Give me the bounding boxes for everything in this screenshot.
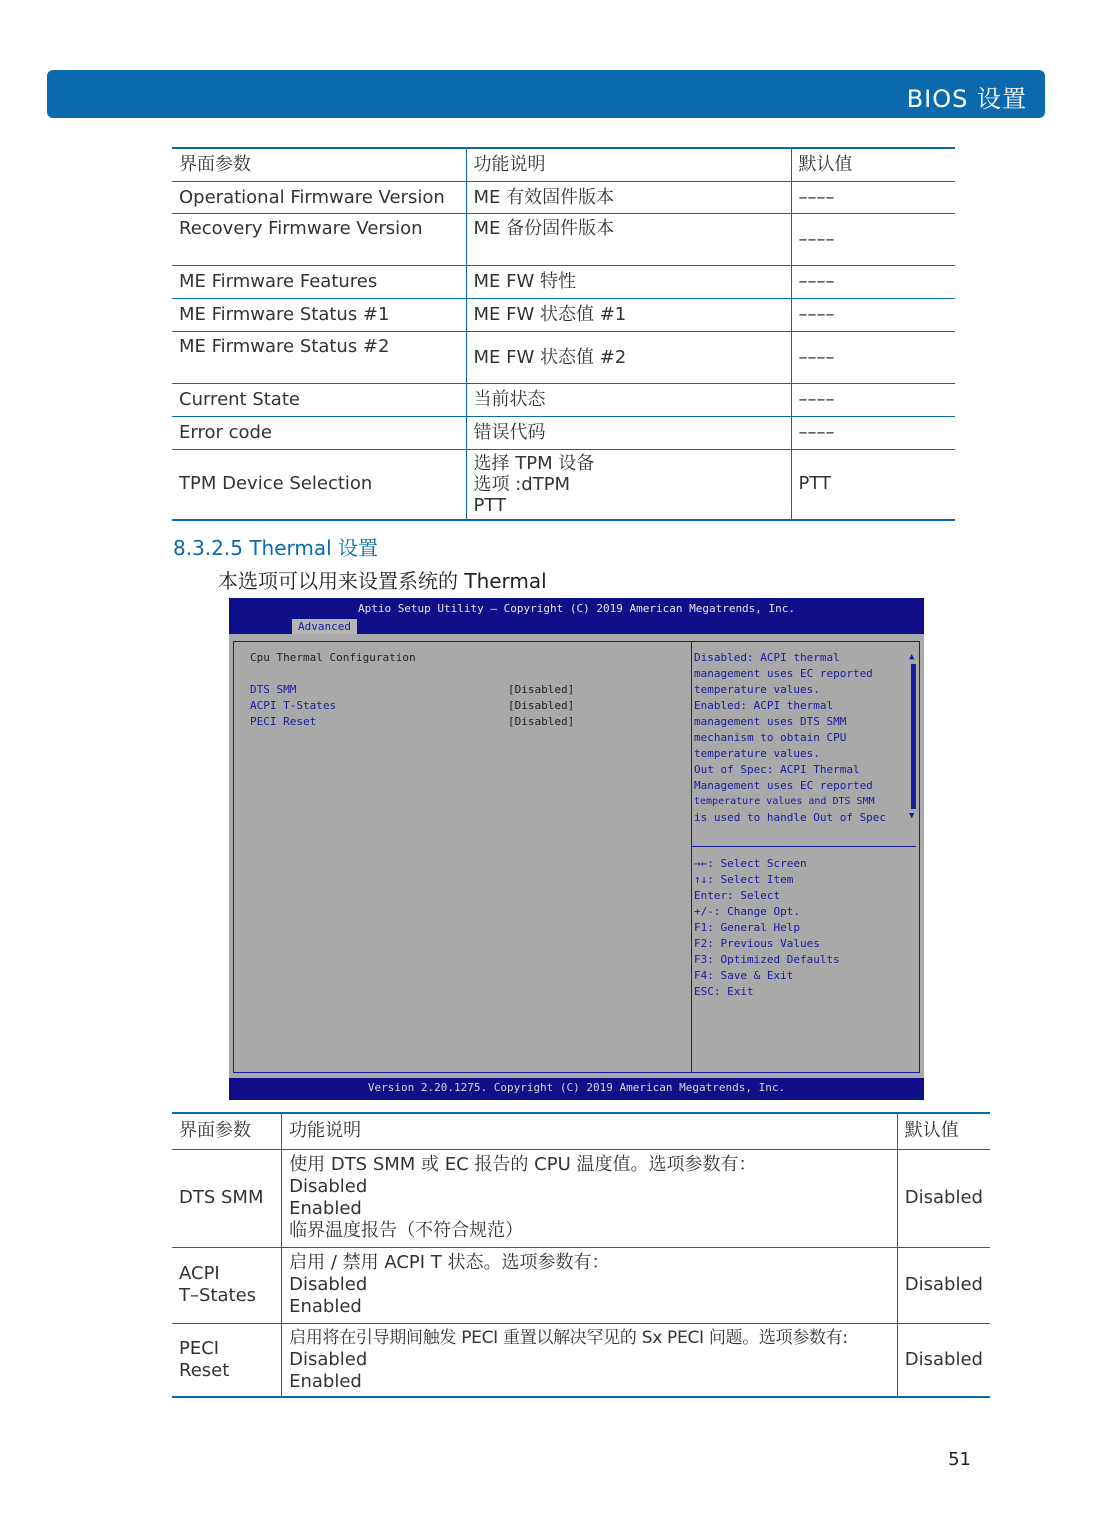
section-intro: 本选项可以用来设置系统的 Thermal: [218, 569, 547, 593]
help-line: Disabled: ACPI thermal: [694, 651, 840, 664]
desc-line: Disabled: [289, 1274, 368, 1295]
setting-label[interactable]: ACPI T-States: [250, 699, 337, 712]
page-number: 51: [948, 1449, 971, 1470]
setting-value[interactable]: [Disabled]: [508, 699, 575, 712]
header-cell: 界面参数: [172, 148, 466, 182]
setting-label[interactable]: PECI Reset: [250, 715, 317, 728]
table-row: [172, 1149, 990, 1247]
table-row: [172, 1247, 990, 1323]
help-line: management uses DTS SMM: [694, 715, 847, 728]
param-cell: [172, 1247, 282, 1323]
config-title: Cpu Thermal Configuration: [250, 651, 416, 664]
setting-value[interactable]: [Disabled]: [508, 715, 575, 728]
thermal-settings-table: [172, 1112, 990, 1398]
desc-cell: ME FW 状态值 #1: [466, 299, 791, 332]
param-cell: Current State: [172, 384, 466, 417]
desc-line: Disabled: [289, 1176, 368, 1197]
header-cell: 功能说明: [466, 148, 791, 182]
table-row: [172, 332, 955, 384]
help-line: management uses EC reported: [694, 667, 873, 680]
param-cell: PECI Reset: [172, 1323, 282, 1397]
help-line: is used to handle Out of Spec: [694, 811, 887, 824]
desc-cell: ME 备份固件版本: [466, 214, 791, 266]
param-cell: ME Firmware Status #2: [172, 332, 466, 384]
setting-value[interactable]: [Disabled]: [508, 683, 575, 696]
desc-cell: ME 有效固件版本: [466, 182, 791, 214]
table-row: [172, 299, 955, 332]
table-row: [172, 214, 955, 266]
table-row: [172, 266, 955, 299]
key-help-line: F1: General Help: [694, 921, 800, 934]
header-cell: 默认值: [897, 1113, 990, 1149]
tab-advanced[interactable]: Advanced: [292, 619, 357, 634]
table-row: [172, 182, 955, 214]
desc-cell: [282, 1323, 898, 1397]
desc-line: PTT: [473, 494, 507, 516]
bios-footer: Version 2.20.1275. Copyright (C) 2019 American Megatrends, Inc.: [367, 1081, 786, 1094]
default-cell: ––––: [791, 299, 955, 332]
default-cell: ––––: [791, 332, 955, 384]
bios-help-panel: [691, 641, 920, 1073]
header-cell: 功能说明: [282, 1113, 898, 1149]
default-cell: ––––: [791, 384, 955, 417]
desc-line: 临界温度报告（不符合规范）: [289, 1220, 524, 1241]
help-line: mechanism to obtain CPU: [694, 731, 847, 744]
default-cell: Disabled: [897, 1149, 990, 1247]
key-help-line: F4: Save & Exit: [694, 969, 794, 982]
help-line: Management uses EC reported: [694, 779, 873, 792]
desc-line: 启用 / 禁用 ACPI T 状态。选项参数有：: [289, 1252, 610, 1273]
table-header-row: [172, 148, 955, 182]
key-help-line: →←: Select Screen: [694, 857, 807, 870]
param-cell: ME Firmware Features: [172, 266, 466, 299]
key-help-line: F3: Optimized Defaults: [694, 953, 840, 966]
default-cell: ––––: [791, 266, 955, 299]
desc-cell: 错误代码: [466, 417, 791, 450]
help-line: Enabled: ACPI thermal: [694, 699, 834, 712]
desc-line: 选项 :dTPM: [473, 473, 571, 495]
table-header-row: [172, 1113, 990, 1149]
bios-status-bar: [229, 1078, 924, 1100]
section-title: 8.3.2.5 Thermal 设置: [173, 536, 379, 560]
header-cell: 默认值: [791, 148, 955, 182]
default-cell: PTT: [791, 450, 955, 520]
default-cell: Disabled: [897, 1323, 990, 1397]
table-row: [172, 417, 955, 450]
param-cell: DTS SMM: [172, 1149, 282, 1247]
scrollbar[interactable]: [911, 664, 916, 809]
table-row: [172, 1323, 990, 1397]
param-line: T–States: [179, 1285, 257, 1306]
desc-line: 选择 TPM 设备: [473, 452, 595, 474]
default-cell: Disabled: [897, 1247, 990, 1323]
desc-line: Enabled: [289, 1198, 362, 1219]
page-header-title: BIOS 设置: [906, 85, 1027, 113]
desc-cell: [282, 1149, 898, 1247]
key-help-line: Enter: Select: [694, 889, 781, 902]
desc-cell: 当前状态: [466, 384, 791, 417]
help-line: temperature values.: [694, 683, 820, 696]
help-line: temperature values.: [694, 747, 820, 760]
header-cell: 界面参数: [172, 1113, 282, 1149]
desc-cell: ME FW 特性: [466, 266, 791, 299]
param-cell: Operational Firmware Version: [172, 182, 466, 214]
scroll-up-icon[interactable]: ▲: [909, 652, 915, 662]
me-firmware-table: [172, 147, 955, 521]
key-help-line: ESC: Exit: [694, 985, 754, 998]
header-bar: [47, 70, 1045, 118]
bios-screenshot: [229, 598, 924, 1100]
help-line: temperature values and DTS SMM: [694, 796, 875, 807]
param-cell: TPM Device Selection: [172, 450, 466, 520]
desc-line: 启用将在引导期间触发 PECI 重置以解决罕见的 Sx PECI 问题。选项参数有:: [289, 1327, 848, 1348]
table-row: [172, 450, 955, 520]
setting-label[interactable]: DTS SMM: [250, 683, 297, 696]
table-row: [172, 384, 955, 417]
default-cell: ––––: [791, 417, 955, 450]
param-cell: Recovery Firmware Version: [172, 214, 466, 266]
help-divider: [692, 846, 916, 847]
key-help-line: +/-: Change Opt.: [694, 905, 800, 918]
default-cell: ––––: [791, 182, 955, 214]
desc-line: 使用 DTS SMM 或 EC 报告的 CPU 温度值。选项参数有：: [289, 1154, 757, 1175]
desc-line: Enabled: [289, 1370, 362, 1392]
param-cell: ME Firmware Status #1: [172, 299, 466, 332]
param-cell: Error code: [172, 417, 466, 450]
desc-line: Disabled: [289, 1348, 368, 1370]
scroll-down-icon[interactable]: ▼: [909, 811, 915, 821]
desc-cell: [282, 1247, 898, 1323]
key-help-line: F2: Previous Values: [694, 937, 820, 950]
bios-title: Aptio Setup Utility – Copyright (C) 2019 American Megatrends, Inc.: [357, 602, 796, 615]
param-line: ACPI: [179, 1263, 220, 1284]
desc-line: Enabled: [289, 1296, 362, 1317]
key-help-line: ↑↓: Select Item: [694, 873, 794, 886]
bios-title-bar: [229, 598, 924, 634]
desc-cell: [466, 450, 791, 520]
help-line: Out of Spec: ACPI Thermal: [694, 763, 860, 776]
desc-cell: ME FW 状态值 #2: [466, 332, 791, 384]
default-cell: ––––: [791, 214, 955, 266]
bios-settings-panel: [233, 641, 692, 1073]
